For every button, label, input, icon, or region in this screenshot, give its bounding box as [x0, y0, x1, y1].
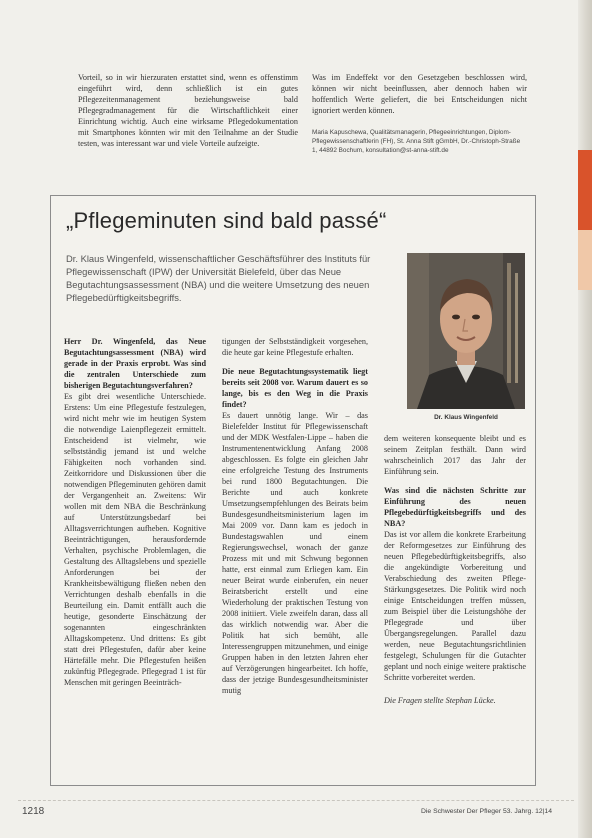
portrait-illustration [407, 253, 525, 409]
answer-3: Das ist vor allem die konkrete Erarbeitung der Reformgesetzes zur Einführung des neuen Pflegebedürftigkeitsbegriffs, also die angekündigte Vorbereitung und Verabschiedung des zweiten Pflege-Stärkungsgesetzes. Die Politik wird noch einige Entscheidungen treffen müssen, zum Beispiel über die Leistungshöhe der Pflegegrade und über Übergangsregelungen. Parallel dazu werden, neue Begutachtungsrichtlinien festgelegt, Schulungen für die Gutachter geplant und noch einige weitere praktische Schritte vorbereitet werden. [384, 530, 526, 682]
edge-tab-orange [578, 150, 592, 230]
edge-tab-light [578, 230, 592, 290]
question-1: Herr Dr. Wingenfeld, das Neue Begutachtungsassessment (NBA) wird gerade in der Praxis erprobt. Was sind die zentralen Unterschiede zum bisherigen Begutachtungsverfahren? [64, 337, 206, 390]
answer-2: Es dauert unnötig lange. Wir – das Bielefelder Institut für Pflegewissenschaft und der MDK Westfalen-Lippe – haben die Instrumentenentwicklung Anfang 2008 abgeschlossen. Es folgte ein gleichen Jahr eine erfolgreiche Testung des Instruments bei rund 1800 Begutachtungen. Die Berichte und auch konkrete Umsetzungsempfehlungen des Beirats beim Bundesgesundheitsministerium lagen im Mai 2009 vor. Dann kam es jedoch in Bundestagswahlen und einem Regierungswechsel, wonach der ganze Prozess mit und mit Schwung begonnen hatte, erst einmal zum Erliegen kam. Ein neuer Beirat wurde einberufen, ein neuer Beiratsbericht erstellt und eine Wiederholung der praktischen Testung von 2008 initiiert. Viele zweifeln daran, dass all das wirklich notwendig war. Aber die Politik hat sich bemüht, alle Interessengruppen mitzunehmen, und einige Gruppen haben in den letzten Jahren eher auf Verzögerungen hingearbeitet. Ich hoffe, dass der jetzige Bundesgesundheitsminister mutig [222, 411, 368, 695]
journal-footer: Die Schwester Der Pfleger 53. Jahrg. 12|14 [421, 808, 552, 815]
photo-caption: Dr. Klaus Wingenfeld [434, 414, 498, 421]
interview-column-1 [64, 336, 206, 688]
portrait-photo [407, 253, 525, 409]
previous-article-text-left: Vorteil, so in wir hierzuraten erstattet sind, wenn es offenstimm eingeführt wird, denn schließlich ist ein gutes Pflegezeitenmanagement beziehungsweise bald Pflegegradmanagement für die Wirtschaftlichkeit einer Einrichtung wichtig. Auch eine wirksame Pflegedokumentation mit Smartphones könnten wir mit den Teilnahme an der Studie testen, was interessant war und viele Vorteile aufzeigte. [78, 73, 298, 148]
answer-1: Es gibt drei wesentliche Unterschiede. Erstens: Um eine Pflegestufe festzulegen, wird nicht mehr wie im heutigen System die notwendige Laienpflegezeit ermittelt. Entscheidend ist vielmehr, wie selbstständig jemand ist und welche Fähigkeiten noch vorhanden sind. Zeitkorridore und Diskussionen über die notwendigen Pflegeminuten gehören damit der Vergangenheit an. Zweitens: Wir wollen mit dem NBA die Beschränkung auf Unterstützungsbedarf bei Alltagsverrichtungen aufheben. Kognitive Beeinträchtigungen, herausfordernde Verhalten, psychische Problemlagen, die Gestaltung des Alltagslebens und spezielle Anforderungen bei der Krankheitsbewältigung fließen neben den Verrichtungen deshalb ebenfalls in die Beurteilung ein. Damit entfällt auch die heutige, gesonderte Einschätzung der sogenannten eingeschränkten Alltagskompetenz. Und drittens: Es gibt statt drei Pflegestufen, dafür aber keine Härtefälle mehr. Die Pflegestufen heißen zukünftig Pflegegrade. Pflegegrad 1 ist für Menschen mit geringen Beeinträch- [64, 392, 206, 687]
interview-title: „Pflegeminuten sind bald passé“ [66, 208, 387, 233]
interview-lead: Dr. Klaus Wingenfeld, wissenschaftlicher Geschäftsführer des Instituts für Pflegewissenschaft (IPW) der Universität Bielefeld, über das Neue Begutachtungsassessment (NBA) und die weitere Umsetzung des neuen Pflegebedürftigkeitsbegriffs. [66, 253, 371, 303]
answer-2-continued: dem weiteren konsequente bleibt und es seinem Zeitplan festhält. Dann wird wahrscheinlich 2017 das Jahr der Einführung sein. [384, 434, 526, 476]
author-signature: Maria Kapuschewa, Qualitätsmanagerin, Pflegeeinrichtungen, Diplom-Pflegewissenschaftlerin (FH), St. Anna Stift gGmbH, Dr.-Christoph-Straße 1, 44892 Bochum, konsultation@st-anna-stift.de [312, 129, 521, 154]
question-2: Die neue Begutachtungssystematik liegt bereits seit 2008 vor. Warum dauert es so lange, bis es den Weg in die Praxis findet? [222, 367, 368, 409]
previous-article-text-right [312, 72, 527, 155]
interview-credit: Die Fragen stellte Stephan Lücke. [384, 696, 496, 705]
interview-column-2 [222, 336, 368, 696]
page-number: 1218 [22, 806, 45, 817]
question-3: Was sind die nächsten Schritte zur Einführung des neuen Pflegebedürftigkeitsbegriffs und des NBA? [384, 486, 526, 528]
interview-column-3 [384, 433, 526, 706]
previous-article-paragraph: Was im Endeffekt vor den Gesetzgeben beschlossen wird, können wir nicht beeinflussen, aber dennoch haben wir hoffentlich Werte geliefert, die bei Entscheidungen nicht ignoriert werden können. [312, 73, 527, 115]
answer-1-continued: tigungen der Selbstständigkeit vorgesehen, die heute gar keine Pflegestufe erhalten. [222, 337, 368, 357]
footer-rule [18, 800, 574, 801]
page-edge [578, 0, 592, 838]
